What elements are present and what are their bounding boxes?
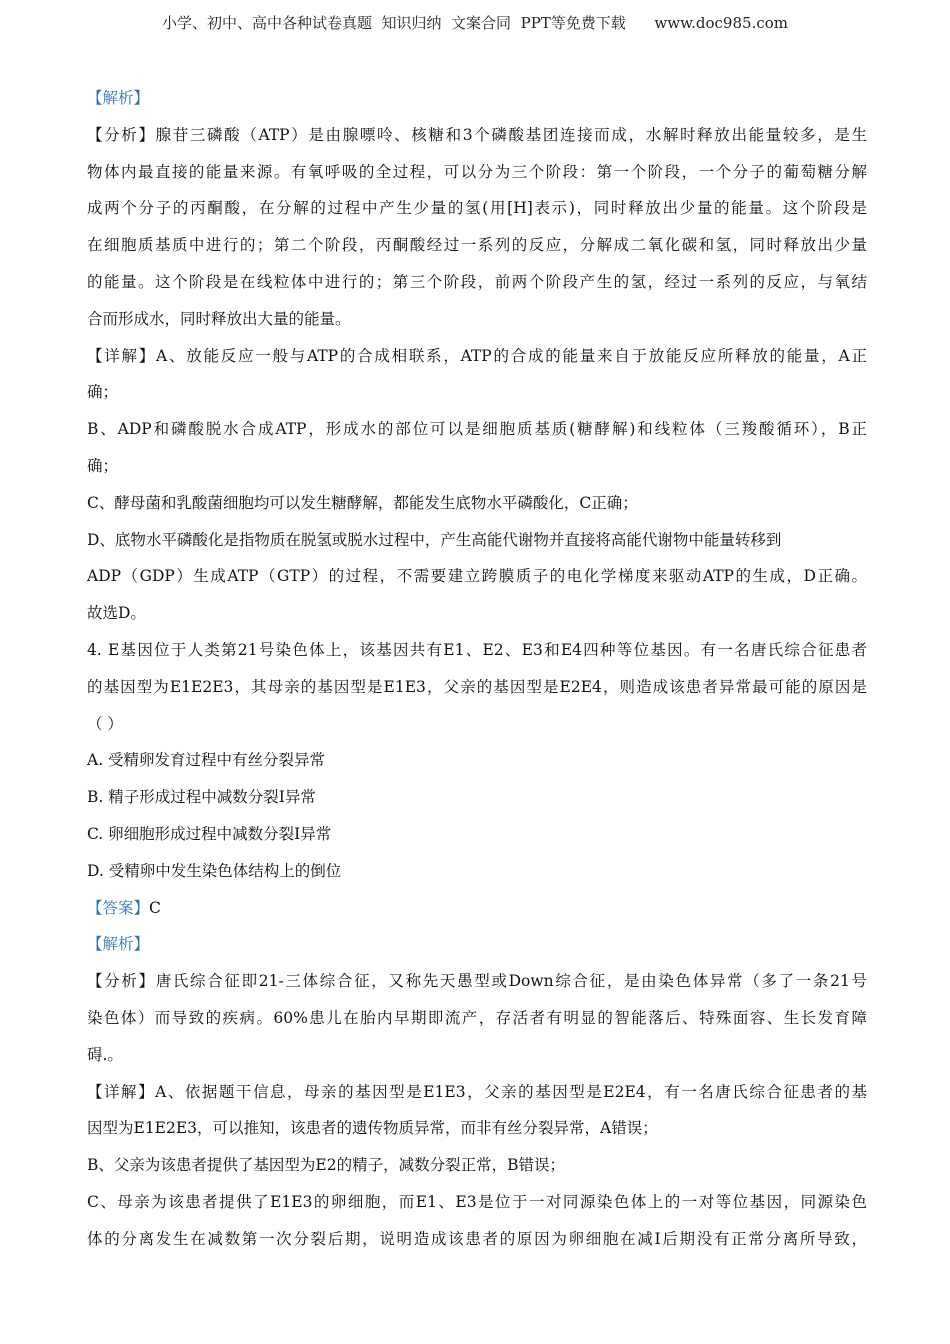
line-text: C、母亲为该患者提供了E1E3的卵细胞，而E1、E3是位于一对同源染色体上的一对等位基因，同源染色 bbox=[87, 1192, 867, 1211]
text-line bbox=[87, 1147, 867, 1184]
section-tag: 【解析】 bbox=[87, 935, 150, 954]
text-line bbox=[87, 632, 867, 669]
text-line bbox=[87, 1037, 867, 1074]
text-line bbox=[87, 227, 867, 264]
text-line bbox=[87, 1184, 867, 1221]
text-line bbox=[87, 595, 867, 632]
line-text: 的基因型为E1E2E3，其母亲的基因型是E1E3，父亲的基因型是E2E4，则造成该患者异常最可能的原因是 bbox=[87, 677, 867, 696]
line-text: 碍.。 bbox=[87, 1045, 123, 1064]
text-line bbox=[87, 816, 867, 853]
line-text: 【详解】A、依据题干信息，母亲的基因型是E1E3，父亲的基因型是E2E4，有一名唐氏综合征患者的基 bbox=[87, 1082, 867, 1101]
line-text: 因型为E1E2E3，可以推知，该患者的遗传物质异常，而非有丝分裂异常，A错误； bbox=[87, 1119, 658, 1138]
line-text: 故选D。 bbox=[87, 604, 146, 623]
text-line bbox=[87, 522, 867, 559]
line-text: ADP（GDP）生成ATP（GTP）的过程，不需要建立跨膜质子的电化学梯度来驱动ATP的生成，D正确。 bbox=[87, 567, 867, 586]
text-line bbox=[87, 853, 867, 890]
text-line bbox=[87, 779, 867, 816]
line-text: C、酵母菌和乳酸菌细胞均可以发生糖酵解，都能发生底物水平磷酸化，C正确； bbox=[87, 493, 638, 512]
line-text: D. 受精卵中发生染色体结构上的倒位 bbox=[87, 861, 342, 880]
text-line bbox=[87, 1221, 867, 1258]
section-tag: 【答案】 bbox=[87, 898, 150, 917]
text-line bbox=[87, 963, 867, 1000]
line-text: （ ） bbox=[87, 714, 123, 733]
text-line bbox=[87, 1074, 867, 1111]
text-line bbox=[87, 338, 867, 375]
text-line bbox=[87, 374, 867, 411]
line-text: 确； bbox=[87, 456, 119, 475]
line-text: 染色体）而导致的疾病。60%患儿在胎内早期即流产，存活者有明显的智能落后、特殊面容、生长发育障 bbox=[87, 1008, 867, 1027]
line-text: 【分析】唐氏综合征即21-三体综合征，又称先天愚型或Down综合征，是由染色体异常（多了一条21号 bbox=[87, 972, 867, 991]
line-text: 的能量。这个阶段是在线粒体中进行的；第三个阶段，前两个阶段产生的氢，经过一系列的反应，与氧结 bbox=[87, 272, 867, 291]
text-line bbox=[87, 669, 867, 706]
text-line bbox=[87, 890, 867, 927]
line-text: 合而形成水，同时释放出大量的能量。 bbox=[87, 309, 351, 328]
line-text: 在细胞质基质中进行的；第二个阶段，丙酮酸经过一系列的反应，分解成二氧化碳和氢，同时释放出少量 bbox=[87, 236, 867, 255]
line-text: D、底物水平磷酸化是指物质在脱氢或脱水过程中，产生高能代谢物并直接将高能代谢物中能量转移到 bbox=[87, 530, 782, 549]
text-line bbox=[87, 190, 867, 227]
section-tag: 【解析】 bbox=[87, 89, 150, 107]
text-line bbox=[87, 706, 867, 743]
text-line bbox=[87, 1000, 867, 1037]
line-text: A. 受精卵发育过程中有丝分裂异常 bbox=[87, 751, 326, 770]
line-text: 【分析】腺苷三磷酸（ATP）是由腺嘌呤、核糖和3个磷酸基团连接而成，水解时释放出能量较多，是生 bbox=[87, 125, 867, 144]
answer-value: C bbox=[149, 898, 161, 917]
line-text: 【详解】A、放能反应一般与ATP的合成相联系，ATP的合成的能量来自于放能反应所释放的能量，A正 bbox=[87, 346, 867, 365]
line-text: 4. E基因位于人类第21号染色体上，该基因共有E1、E2、E3和E4四种等位基因。有一名唐氏综合征患者 bbox=[87, 640, 867, 659]
text-line bbox=[87, 264, 867, 301]
text-line bbox=[87, 742, 867, 779]
page-header: 小学、初中、高中各种试卷真题 知识归纳 文案合同 PPT等免费下载 www.doc985.com bbox=[161, 14, 788, 32]
line-text: B、父亲为该患者提供了基因型为E2的精子，减数分裂正常，B错误； bbox=[87, 1156, 565, 1175]
line-text: B. 精子形成过程中减数分裂Ⅰ异常 bbox=[87, 788, 316, 807]
line-text: 成两个分子的丙酮酸，在分解的过程中产生少量的氢(用[H]表示)，同时释放出少量的能量。这个阶段是 bbox=[87, 199, 867, 218]
text-line bbox=[87, 117, 867, 154]
line-text: 确； bbox=[87, 383, 119, 402]
line-text: C. 卵细胞形成过程中减数分裂Ⅰ异常 bbox=[87, 824, 332, 843]
line-text: 物体内最直接的能量来源。有氧呼吸的全过程，可以分为三个阶段：第一个阶段，一个分子的葡萄糖分解 bbox=[87, 162, 867, 181]
text-line bbox=[87, 485, 867, 522]
text-line bbox=[87, 80, 867, 117]
text-line bbox=[87, 154, 867, 191]
document-body bbox=[87, 80, 867, 1258]
text-line bbox=[87, 448, 867, 485]
text-line bbox=[87, 926, 867, 963]
text-line bbox=[87, 558, 867, 595]
text-line bbox=[87, 411, 867, 448]
line-text: 体的分离发生在减数第一次分裂后期，说明造成该患者的原因为卵细胞在减Ⅰ后期没有正常分离所导致， bbox=[87, 1229, 867, 1248]
text-line bbox=[87, 1110, 867, 1147]
text-line bbox=[87, 301, 867, 338]
line-text: B、ADP和磷酸脱水合成ATP，形成水的部位可以是细胞质基质(糖酵解)和线粒体（三羧酸循环），B正 bbox=[87, 420, 867, 439]
